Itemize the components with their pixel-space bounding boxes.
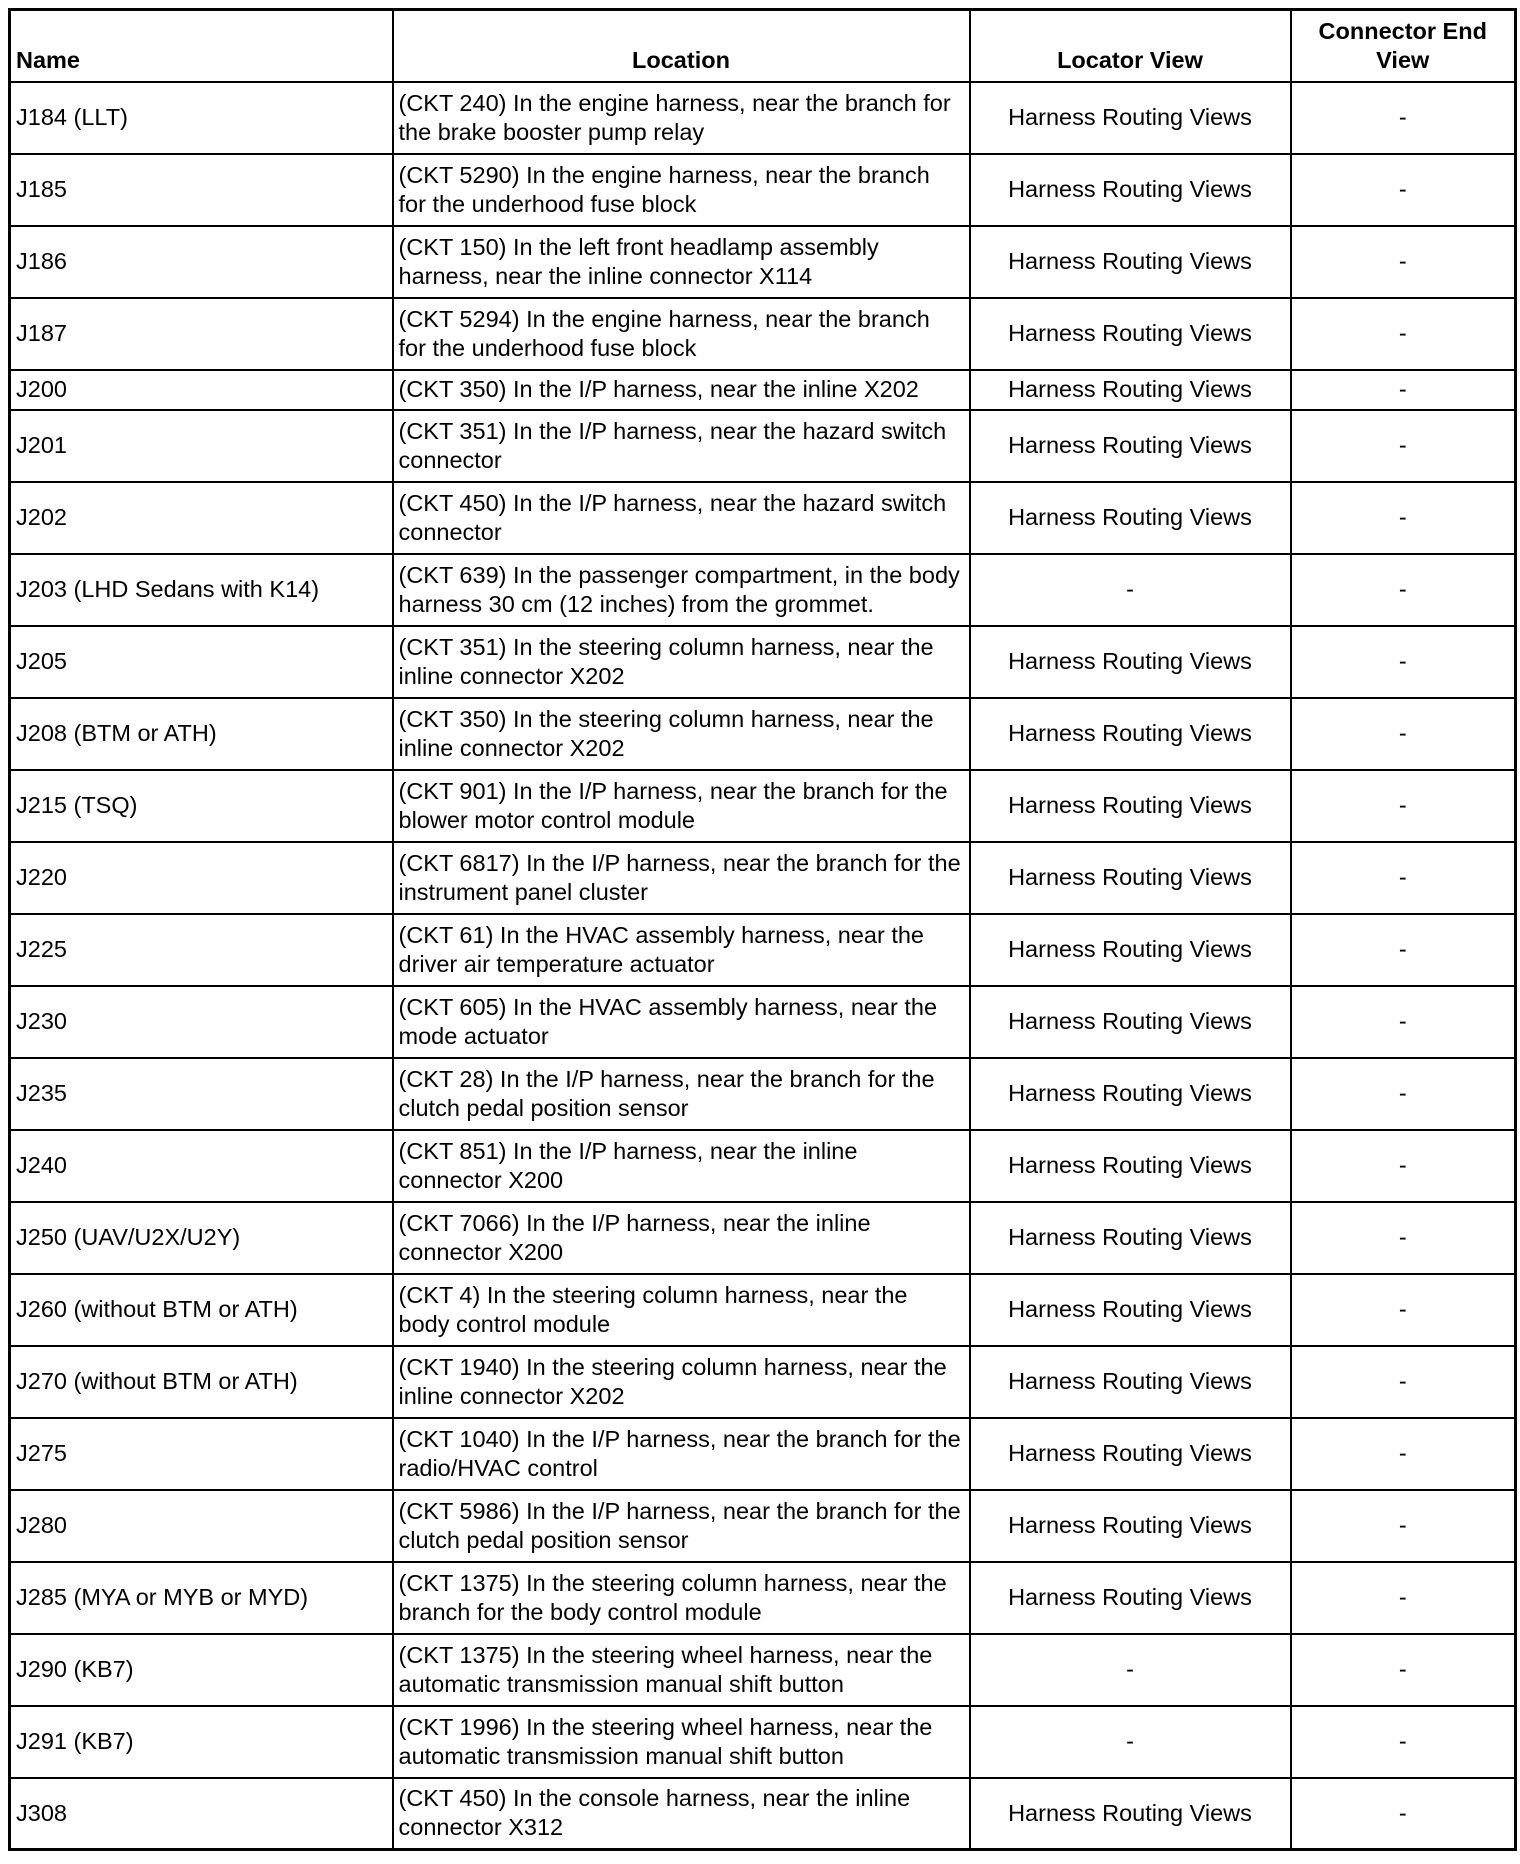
table-row	[10, 1418, 1516, 1490]
location-cell: (CKT 5294) In the engine harness, near the branch for the underhood fuse block	[393, 298, 970, 370]
locator-view-cell: Harness Routing Views	[970, 154, 1291, 226]
location-cell: (CKT 350) In the I/P harness, near the inline X202	[393, 370, 970, 410]
location-cell: (CKT 450) In the I/P harness, near the hazard switch connector	[393, 482, 970, 554]
splice-name-cell: J240	[10, 1130, 393, 1202]
connector-end-view-cell: -	[1291, 1490, 1516, 1562]
location-cell: (CKT 1375) In the steering wheel harness, near the automatic transmission manual shift button	[393, 1634, 970, 1706]
table-row	[10, 770, 1516, 842]
connector-end-view-cell: -	[1291, 410, 1516, 482]
table-row	[10, 226, 1516, 298]
connector-end-view-cell: -	[1291, 986, 1516, 1058]
splice-name-cell: J260 (without BTM or ATH)	[10, 1274, 393, 1346]
location-cell: (CKT 450) In the console harness, near the inline connector X312	[393, 1778, 970, 1850]
connector-end-view-cell: -	[1291, 1562, 1516, 1634]
table-row	[10, 482, 1516, 554]
locator-view-cell: Harness Routing Views	[970, 1058, 1291, 1130]
connector-end-view-cell: -	[1291, 82, 1516, 154]
splice-name-cell: J185	[10, 154, 393, 226]
splice-name-cell: J203 (LHD Sedans with K14)	[10, 554, 393, 626]
connector-end-view-cell: -	[1291, 554, 1516, 626]
locator-view-cell: Harness Routing Views	[970, 1778, 1291, 1850]
splice-name-cell: J235	[10, 1058, 393, 1130]
table-row	[10, 298, 1516, 370]
locator-view-cell: Harness Routing Views	[970, 1418, 1291, 1490]
table-body	[10, 82, 1516, 1850]
connector-end-view-cell: -	[1291, 298, 1516, 370]
locator-view-cell: Harness Routing Views	[970, 410, 1291, 482]
splice-name-cell: J230	[10, 986, 393, 1058]
table-row	[10, 1634, 1516, 1706]
location-cell: (CKT 1996) In the steering wheel harness, near the automatic transmission manual shift button	[393, 1706, 970, 1778]
table-row	[10, 1274, 1516, 1346]
locator-view-cell: Harness Routing Views	[970, 226, 1291, 298]
table-row	[10, 1706, 1516, 1778]
splice-name-cell: J200	[10, 370, 393, 410]
location-cell: (CKT 605) In the HVAC assembly harness, near the mode actuator	[393, 986, 970, 1058]
location-cell: (CKT 240) In the engine harness, near the branch for the brake booster pump relay	[393, 82, 970, 154]
locator-view-cell: -	[970, 1634, 1291, 1706]
connector-end-view-cell: -	[1291, 1130, 1516, 1202]
table-row	[10, 914, 1516, 986]
connector-end-view-cell: -	[1291, 370, 1516, 410]
table-row	[10, 554, 1516, 626]
connector-end-view-cell: -	[1291, 914, 1516, 986]
locator-view-cell: Harness Routing Views	[970, 1562, 1291, 1634]
location-cell: (CKT 1375) In the steering column harness, near the branch for the body control module	[393, 1562, 970, 1634]
splice-locator-table	[8, 8, 1517, 1851]
locator-view-cell: Harness Routing Views	[970, 842, 1291, 914]
location-cell: (CKT 4) In the steering column harness, near the body control module	[393, 1274, 970, 1346]
table-row	[10, 410, 1516, 482]
table-row	[10, 698, 1516, 770]
connector-end-view-cell: -	[1291, 770, 1516, 842]
locator-view-cell: Harness Routing Views	[970, 914, 1291, 986]
connector-end-view-cell: -	[1291, 1274, 1516, 1346]
location-cell: (CKT 350) In the steering column harness, near the inline connector X202	[393, 698, 970, 770]
table-row	[10, 1346, 1516, 1418]
splice-name-cell: J201	[10, 410, 393, 482]
location-cell: (CKT 351) In the steering column harness, near the inline connector X202	[393, 626, 970, 698]
table-row	[10, 1058, 1516, 1130]
connector-end-view-cell: -	[1291, 1634, 1516, 1706]
splice-name-cell: J187	[10, 298, 393, 370]
connector-end-view-cell: -	[1291, 154, 1516, 226]
connector-end-view-cell: -	[1291, 1418, 1516, 1490]
locator-view-cell: Harness Routing Views	[970, 1490, 1291, 1562]
header-connector-end-view: Connector End View	[1291, 10, 1516, 82]
table-header	[10, 10, 1516, 82]
locator-view-cell: Harness Routing Views	[970, 698, 1291, 770]
location-cell: (CKT 5290) In the engine harness, near the branch for the underhood fuse block	[393, 154, 970, 226]
location-cell: (CKT 851) In the I/P harness, near the inline connector X200	[393, 1130, 970, 1202]
table-row	[10, 986, 1516, 1058]
connector-end-view-cell: -	[1291, 1058, 1516, 1130]
locator-view-cell: Harness Routing Views	[970, 626, 1291, 698]
connector-end-view-cell: -	[1291, 1778, 1516, 1850]
table-row	[10, 370, 1516, 410]
splice-name-cell: J184 (LLT)	[10, 82, 393, 154]
location-cell: (CKT 1040) In the I/P harness, near the branch for the radio/HVAC control	[393, 1418, 970, 1490]
header-locator-view: Locator View	[970, 10, 1291, 82]
location-cell: (CKT 7066) In the I/P harness, near the inline connector X200	[393, 1202, 970, 1274]
header-location: Location	[393, 10, 970, 82]
table-row	[10, 1202, 1516, 1274]
connector-end-view-cell: -	[1291, 226, 1516, 298]
splice-name-cell: J215 (TSQ)	[10, 770, 393, 842]
connector-end-view-cell: -	[1291, 1346, 1516, 1418]
location-cell: (CKT 150) In the left front headlamp assembly harness, near the inline connector X114	[393, 226, 970, 298]
locator-view-cell: -	[970, 1706, 1291, 1778]
locator-view-cell: Harness Routing Views	[970, 482, 1291, 554]
splice-name-cell: J285 (MYA or MYB or MYD)	[10, 1562, 393, 1634]
table-row	[10, 1490, 1516, 1562]
locator-view-cell: Harness Routing Views	[970, 1346, 1291, 1418]
connector-end-view-cell: -	[1291, 482, 1516, 554]
table-row	[10, 626, 1516, 698]
splice-name-cell: J308	[10, 1778, 393, 1850]
splice-name-cell: J202	[10, 482, 393, 554]
connector-end-view-cell: -	[1291, 698, 1516, 770]
table-row	[10, 1778, 1516, 1850]
location-cell: (CKT 639) In the passenger compartment, in the body harness 30 cm (12 inches) from the grommet.	[393, 554, 970, 626]
table-row	[10, 1562, 1516, 1634]
connector-end-view-cell: -	[1291, 1202, 1516, 1274]
connector-end-view-cell: -	[1291, 626, 1516, 698]
splice-name-cell: J275	[10, 1418, 393, 1490]
location-cell: (CKT 1940) In the steering column harness, near the inline connector X202	[393, 1346, 970, 1418]
splice-name-cell: J186	[10, 226, 393, 298]
splice-name-cell: J220	[10, 842, 393, 914]
splice-name-cell: J208 (BTM or ATH)	[10, 698, 393, 770]
locator-view-cell: Harness Routing Views	[970, 1274, 1291, 1346]
locator-view-cell: Harness Routing Views	[970, 370, 1291, 410]
header-row	[10, 10, 1516, 82]
locator-view-cell: Harness Routing Views	[970, 82, 1291, 154]
locator-view-cell: Harness Routing Views	[970, 1130, 1291, 1202]
splice-name-cell: J250 (UAV/U2X/U2Y)	[10, 1202, 393, 1274]
location-cell: (CKT 6817) In the I/P harness, near the branch for the instrument panel cluster	[393, 842, 970, 914]
table-row	[10, 82, 1516, 154]
location-cell: (CKT 351) In the I/P harness, near the hazard switch connector	[393, 410, 970, 482]
location-cell: (CKT 61) In the HVAC assembly harness, near the driver air temperature actuator	[393, 914, 970, 986]
locator-view-cell: Harness Routing Views	[970, 1202, 1291, 1274]
splice-name-cell: J280	[10, 1490, 393, 1562]
splice-name-cell: J205	[10, 626, 393, 698]
header-name: Name	[10, 10, 393, 82]
connector-end-view-cell: -	[1291, 842, 1516, 914]
table-row	[10, 842, 1516, 914]
locator-view-cell: -	[970, 554, 1291, 626]
locator-view-cell: Harness Routing Views	[970, 986, 1291, 1058]
splice-name-cell: J290 (KB7)	[10, 1634, 393, 1706]
table-row	[10, 154, 1516, 226]
location-cell: (CKT 901) In the I/P harness, near the branch for the blower motor control module	[393, 770, 970, 842]
splice-name-cell: J270 (without BTM or ATH)	[10, 1346, 393, 1418]
table-row	[10, 1130, 1516, 1202]
locator-view-cell: Harness Routing Views	[970, 298, 1291, 370]
locator-view-cell: Harness Routing Views	[970, 770, 1291, 842]
location-cell: (CKT 28) In the I/P harness, near the branch for the clutch pedal position sensor	[393, 1058, 970, 1130]
location-cell: (CKT 5986) In the I/P harness, near the branch for the clutch pedal position sensor	[393, 1490, 970, 1562]
splice-name-cell: J291 (KB7)	[10, 1706, 393, 1778]
connector-end-view-cell: -	[1291, 1706, 1516, 1778]
document-page	[8, 8, 1517, 1851]
splice-name-cell: J225	[10, 914, 393, 986]
